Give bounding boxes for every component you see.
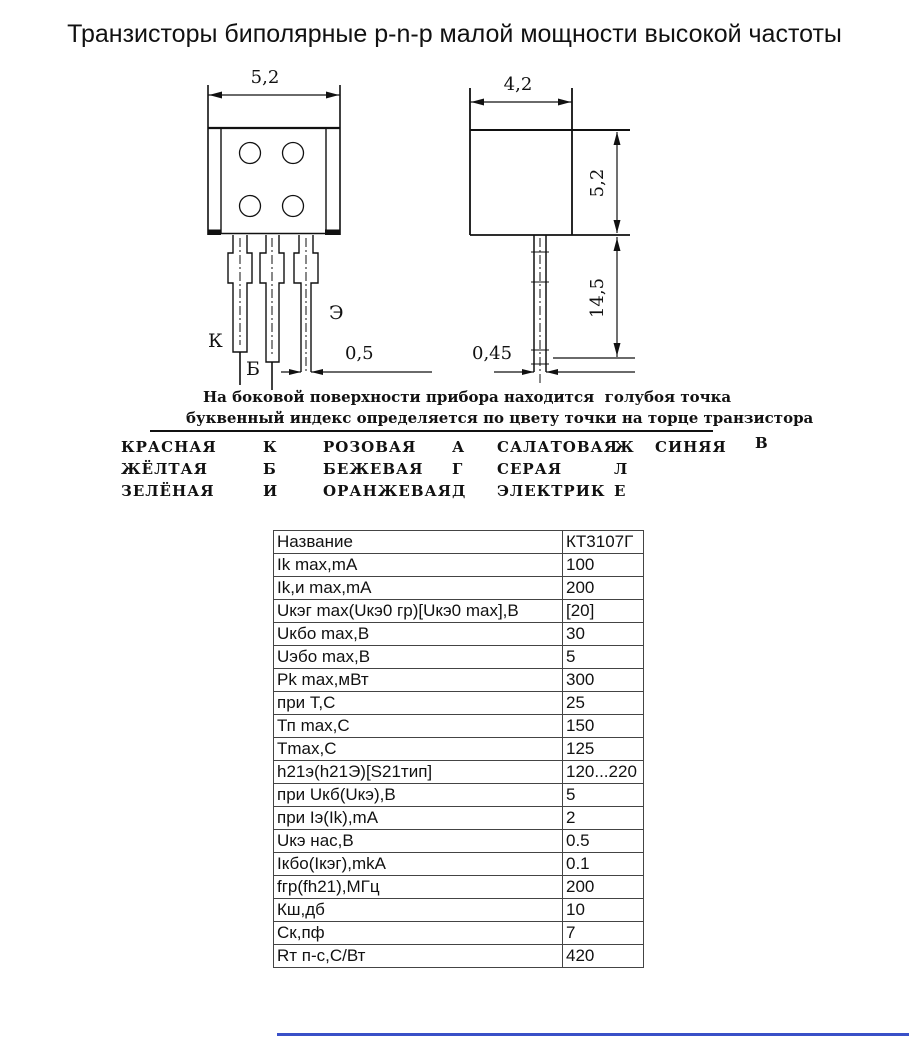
- param-value: 120...220: [563, 761, 644, 784]
- color-code-letter: Е: [614, 482, 627, 500]
- param-value: 200: [563, 876, 644, 899]
- param-value: 10: [563, 899, 644, 922]
- table-row: [274, 945, 644, 968]
- color-code-table: [0, 434, 909, 508]
- front-lead-width-dim-label: 0,5: [345, 343, 374, 364]
- hole: [283, 143, 304, 164]
- table-row: [274, 600, 644, 623]
- color-name: РОЗОВАЯ: [323, 438, 417, 456]
- param-value: [20]: [563, 600, 644, 623]
- color-code-letter: Б: [263, 460, 277, 478]
- param-value: КТ3107Г: [563, 531, 644, 554]
- param-label: Кш,дб: [274, 899, 563, 922]
- color-name: КРАСНАЯ: [121, 438, 217, 456]
- param-value: 2: [563, 807, 644, 830]
- front-view: [208, 67, 432, 390]
- color-code-letter: Ж: [614, 438, 635, 456]
- side-width-dim-label: 4,2: [503, 74, 533, 95]
- param-value: 0.1: [563, 853, 644, 876]
- param-label: Ik max,mA: [274, 554, 563, 577]
- color-name: ЖЁЛТАЯ: [121, 460, 208, 478]
- table-row: [274, 761, 644, 784]
- color-name: ЭЛЕКТРИК: [497, 482, 606, 500]
- pin-label-base: Б: [246, 358, 260, 380]
- param-label: Tmax,C: [274, 738, 563, 761]
- param-label: Pk max,мВт: [274, 669, 563, 692]
- color-name: ЗЕЛЁНАЯ: [121, 482, 215, 500]
- hole: [240, 143, 261, 164]
- param-value: 25: [563, 692, 644, 715]
- pin-label-collector: К: [208, 330, 223, 352]
- table-row: [274, 715, 644, 738]
- note-line-2: буквенный индекс определяется по цвету точки на торце транзистора: [186, 409, 814, 427]
- param-label: при Uкб(Uкэ),В: [274, 784, 563, 807]
- parameters-table-body: [274, 531, 644, 968]
- table-row: [274, 830, 644, 853]
- lead-base: [260, 235, 284, 390]
- param-value: 300: [563, 669, 644, 692]
- param-value: 0.5: [563, 830, 644, 853]
- side-height-dim-label: 5,2: [587, 168, 608, 198]
- pin-label-emitter: Э: [329, 302, 344, 324]
- param-value: 420: [563, 945, 644, 968]
- table-row: [274, 899, 644, 922]
- footer-divider: [277, 1033, 909, 1036]
- color-code-letter: Д: [452, 482, 467, 500]
- side-lead-length-dim-label: 14,5: [587, 277, 608, 319]
- param-value: 125: [563, 738, 644, 761]
- param-label: при Т,С: [274, 692, 563, 715]
- divider-rule: [150, 430, 713, 432]
- table-row: [274, 922, 644, 945]
- table-row: [274, 531, 644, 554]
- param-label: Uкэг max(Uкэ0 гр)[Uкэ0 max],В: [274, 600, 563, 623]
- table-row: [274, 692, 644, 715]
- param-label: Uкбо max,В: [274, 623, 563, 646]
- lead-emitter: [294, 235, 318, 372]
- param-value: 7: [563, 922, 644, 945]
- table-row: [274, 853, 644, 876]
- table-row: [274, 554, 644, 577]
- param-value: 5: [563, 784, 644, 807]
- param-label: h21э(h21Э)[S21тип]: [274, 761, 563, 784]
- table-row: [274, 807, 644, 830]
- table-row: [274, 623, 644, 646]
- color-name: САЛАТОВАЯ: [497, 438, 618, 456]
- side-lead-thickness-dim-label: 0,45: [472, 343, 513, 364]
- color-code-row: [0, 434, 909, 460]
- param-label: при Iэ(Ik),mA: [274, 807, 563, 830]
- param-label: Ik,и max,mA: [274, 577, 563, 600]
- front-width-dim-label: 5,2: [250, 67, 280, 88]
- table-row: [274, 669, 644, 692]
- param-value: 30: [563, 623, 644, 646]
- color-name: СИНЯЯ: [655, 438, 727, 456]
- color-code-row: [0, 460, 909, 482]
- color-code-letter: А: [452, 438, 466, 456]
- param-label: Iкбо(Iкэг),mkA: [274, 853, 563, 876]
- color-code-letter: Г: [452, 460, 464, 478]
- color-name: БЕЖЕВАЯ: [323, 460, 424, 478]
- param-value: 150: [563, 715, 644, 738]
- parameters-table: [273, 530, 644, 968]
- table-row: [274, 738, 644, 761]
- param-label: Название: [274, 531, 563, 554]
- table-row: [274, 876, 644, 899]
- table-row: [274, 577, 644, 600]
- color-code-letter: Л: [614, 460, 629, 478]
- color-code-letter: В: [755, 434, 769, 452]
- param-label: Uкэ нас,В: [274, 830, 563, 853]
- param-label: fгр(fh21),МГц: [274, 876, 563, 899]
- color-code-row: [0, 482, 909, 504]
- color-name: ОРАНЖЕВАЯ: [323, 482, 452, 500]
- hole: [283, 196, 304, 217]
- table-row: [274, 784, 644, 807]
- color-code-letter: К: [263, 438, 278, 456]
- page-title: Транзисторы биполярные p-n-p малой мощности высокой частоты: [67, 20, 842, 48]
- side-view: [470, 74, 635, 383]
- note-line-1: На боковой поверхности прибора находится голубоя точка: [203, 388, 732, 406]
- package-drawing: [0, 50, 909, 395]
- param-value: 5: [563, 646, 644, 669]
- param-label: Uэбо max,В: [274, 646, 563, 669]
- side-lead: [531, 235, 549, 383]
- param-label: Rт п-с,С/Вт: [274, 945, 563, 968]
- param-label: Тп max,C: [274, 715, 563, 738]
- param-label: Ск,пф: [274, 922, 563, 945]
- param-value: 200: [563, 577, 644, 600]
- table-row: [274, 646, 644, 669]
- hole: [240, 196, 261, 217]
- color-code-letter: И: [263, 482, 279, 500]
- param-value: 100: [563, 554, 644, 577]
- color-name: СЕРАЯ: [497, 460, 563, 478]
